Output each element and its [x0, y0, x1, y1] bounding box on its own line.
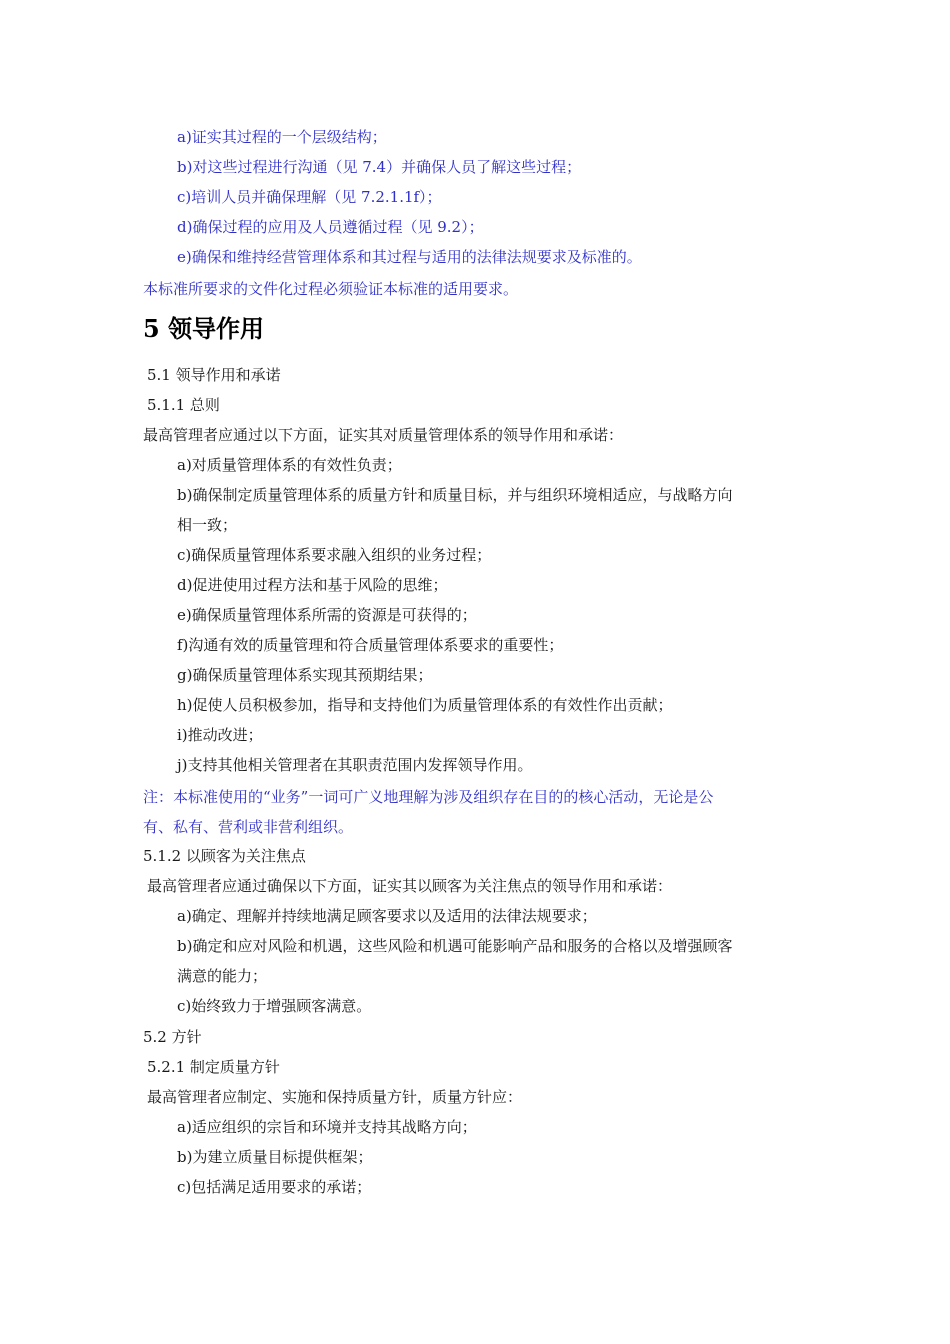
list-item: g)确保质量管理体系实现其预期结果； [177, 666, 433, 684]
list-item-continuation: 相一致； [177, 516, 238, 534]
note-line-2: 有、私有、营利或非营利组织。 [143, 818, 354, 836]
list-item: c)包括满足适用要求的承诺； [177, 1178, 372, 1196]
top-list-item-a: a)证实其过程的一个层级结构； [177, 128, 387, 146]
list-item: b)为建立质量目标提供框架； [177, 1148, 373, 1166]
top-note: 本标准所要求的文件化过程必须验证本标准的适用要求。 [143, 280, 519, 298]
list-item: a)适应组织的宗旨和环境并支持其战略方向； [177, 1118, 477, 1136]
list-item: b)确定和应对风险和机遇，这些风险和机遇可能影响产品和服务的合格以及增强顾客 [177, 937, 733, 955]
subsection-title-5-1-1: 5.1.1 总则 [147, 396, 220, 414]
subsection-title-5-1: 5.1 领导作用和承诺 [147, 366, 281, 384]
list-item: f)沟通有效的质量管理和符合质量管理体系要求的重要性； [177, 636, 564, 654]
subsection-title-5-1-2: 5.1.2 以顾客为关注焦点 [143, 847, 306, 865]
list-item: a)确定、理解并持续地满足顾客要求以及适用的法律法规要求； [177, 907, 597, 925]
list-item: e)确保质量管理体系所需的资源是可获得的； [177, 606, 477, 624]
top-list-item-c: c)培训人员并确保理解（见 7.2.1.1f）； [177, 188, 442, 206]
list-item: i)推动改进； [177, 726, 263, 744]
top-list-item-b: b)对这些过程进行沟通（见 7.4）并确保人员了解这些过程； [177, 158, 582, 176]
paragraph-intro-5-1-1: 最高管理者应通过以下方面，证实其对质量管理体系的领导作用和承诺： [143, 426, 624, 444]
note-line-1: 注：本标准使用的“业务”一词可广义地理解为涉及组织存在目的的核心活动，无论是公 [143, 788, 714, 806]
paragraph-intro-5-2-1: 最高管理者应制定、实施和保持质量方针，质量方针应： [147, 1088, 523, 1106]
list-item: j)支持其他相关管理者在其职责范围内发挥领导作用。 [177, 756, 533, 774]
subsection-title-5-2-1: 5.2.1 制定质量方针 [147, 1058, 280, 1076]
subsection-title-5-2: 5.2 方针 [143, 1028, 202, 1046]
list-item: h)促使人员积极参加，指导和支持他们为质量管理体系的有效性作出贡献； [177, 696, 673, 714]
list-item: d)促进使用过程方法和基于风险的思维； [177, 576, 448, 594]
paragraph-intro-5-1-2: 最高管理者应通过确保以下方面，证实其以顾客为关注焦点的领导作用和承诺： [147, 877, 673, 895]
list-item: a)对质量管理体系的有效性负责； [177, 456, 402, 474]
list-item: c)始终致力于增强顾客满意。 [177, 997, 372, 1015]
list-item-continuation: 满意的能力； [177, 967, 268, 985]
list-item: c)确保质量管理体系要求融入组织的业务过程； [177, 546, 492, 564]
section-heading: 5 领导作用 [143, 314, 265, 343]
top-list-item-e: e)确保和维持经营管理体系和其过程与适用的法律法规要求及标准的。 [177, 248, 642, 266]
top-list-item-d: d)确保过程的应用及人员遵循过程（见 9.2）； [177, 218, 484, 236]
list-item: b)确保制定质量管理体系的质量方针和质量目标，并与组织环境相适应，与战略方向 [177, 486, 733, 504]
